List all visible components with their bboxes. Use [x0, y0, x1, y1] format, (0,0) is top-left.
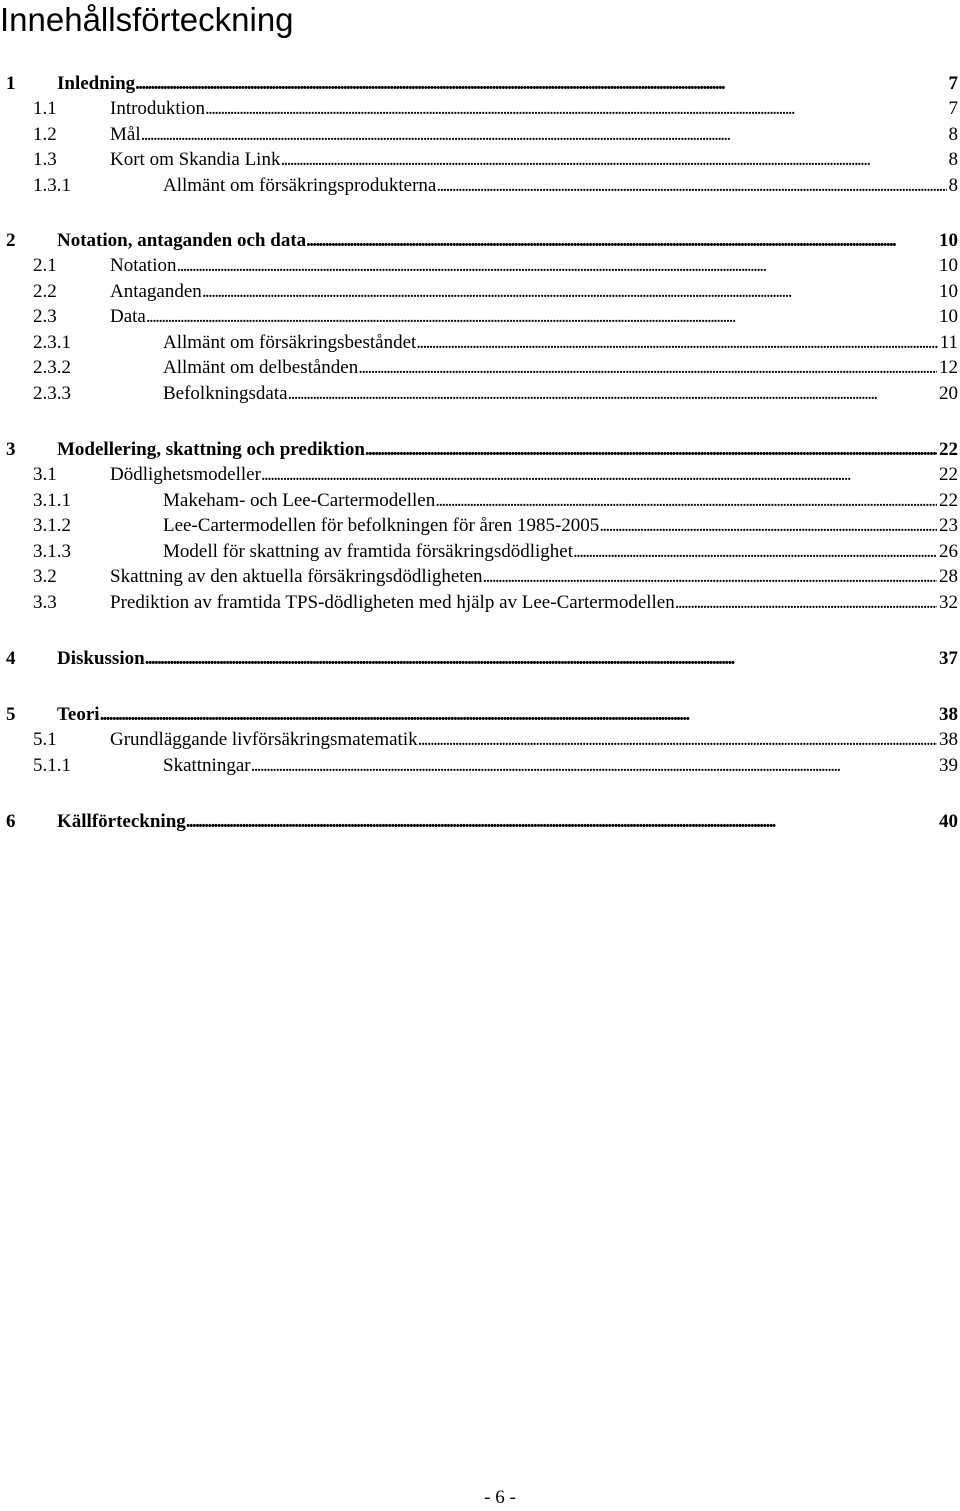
- toc-entry[interactable]: [0, 71, 958, 97]
- toc-entry-title: Allmänt om försäkringsprodukterna: [163, 175, 437, 196]
- toc-dot-leader: [145, 646, 937, 672]
- toc-entry-page: 11: [939, 332, 958, 353]
- toc-entry-number: 2.3.3: [33, 383, 71, 404]
- toc-entry-page: 12: [939, 357, 958, 378]
- toc-dot-leader: [288, 381, 937, 407]
- toc-entry[interactable]: [0, 381, 958, 407]
- toc-dot-leader: [135, 71, 946, 97]
- toc-entry-number: 3.2: [33, 566, 57, 587]
- toc-entry-number: 2.2: [33, 281, 57, 302]
- toc-entry[interactable]: [0, 96, 958, 122]
- toc-entry-page: 23: [939, 515, 958, 536]
- toc-entry-number: 2.3.2: [33, 357, 71, 378]
- toc-entry[interactable]: [0, 304, 958, 330]
- toc-dot-leader: [418, 727, 937, 753]
- toc-entry-title: Inledning: [57, 73, 136, 94]
- toc-entry-page: 8: [948, 175, 958, 196]
- toc-entry-number: 3.1.2: [33, 515, 71, 536]
- toc-entry-page: 37: [939, 648, 958, 669]
- toc-entry[interactable]: [0, 753, 958, 779]
- toc-entry-title: Skattning av den aktuella försäkringsdödligheten: [110, 566, 483, 587]
- toc-entry[interactable]: [0, 513, 958, 539]
- toc-entry[interactable]: [0, 702, 958, 728]
- toc-entry[interactable]: [0, 437, 958, 463]
- page-title: Innehållsförteckning: [0, 1, 294, 38]
- toc-dot-leader: [186, 809, 937, 835]
- toc-entry-page: 7: [948, 98, 958, 119]
- toc-entry-number: 5.1.1: [33, 755, 71, 776]
- toc-entry-page: 40: [939, 811, 958, 832]
- toc-dot-leader: [306, 228, 937, 254]
- toc-entry-page: 10: [939, 306, 958, 327]
- toc-entry-title: Introduktion: [110, 98, 205, 119]
- toc-entry-page: 10: [939, 281, 958, 302]
- toc-entry[interactable]: [0, 173, 958, 199]
- toc-entry-title: Allmänt om försäkringsbeståndet: [163, 332, 417, 353]
- toc-entry-page: 38: [939, 729, 958, 750]
- toc-entry[interactable]: [0, 330, 958, 356]
- toc-entry-title: Teori: [57, 704, 100, 725]
- toc-entry-title: Grundläggande livförsäkringsmatematik: [110, 729, 418, 750]
- toc-entry-title: Prediktion av framtida TPS-dödligheten med hjälp av Lee-Cartermodellen: [110, 592, 675, 613]
- toc-dot-leader: [177, 253, 938, 279]
- toc-entry-number: 3.1.1: [33, 490, 71, 511]
- toc-dot-leader: [358, 355, 937, 381]
- toc-entry[interactable]: [0, 564, 958, 590]
- toc-dot-leader: [205, 96, 947, 122]
- toc-entry[interactable]: [0, 253, 958, 279]
- toc-entry-title: Modell för skattning av framtida försäkringsdödlighet: [163, 541, 573, 562]
- toc-entry-title: Mål: [110, 124, 141, 145]
- toc-entry[interactable]: [0, 462, 958, 488]
- toc-entry-number: 1: [6, 73, 16, 94]
- toc-dot-leader: [141, 122, 947, 148]
- toc-entry-number: 3.3: [33, 592, 57, 613]
- toc-dot-leader: [675, 590, 937, 616]
- toc-entry-number: 3.1.3: [33, 541, 71, 562]
- toc-dot-leader: [251, 753, 937, 779]
- toc-entry-number: 2.3: [33, 306, 57, 327]
- toc-dot-leader: [146, 304, 937, 330]
- toc-entry[interactable]: [0, 122, 958, 148]
- toc-entry-number: 5.1: [33, 729, 57, 750]
- toc-dot-leader: [100, 702, 937, 728]
- toc-entry[interactable]: [0, 727, 958, 753]
- toc-entry-title: Notation: [110, 255, 177, 276]
- toc-entry-title: Befolkningsdata: [163, 383, 288, 404]
- toc-entry[interactable]: [0, 488, 958, 514]
- toc-entry[interactable]: [0, 147, 958, 173]
- toc-dot-leader: [202, 279, 937, 305]
- toc-entry-page: 22: [939, 490, 958, 511]
- toc-entry-number: 2.3.1: [33, 332, 71, 353]
- toc-entry-title: Allmänt om delbestånden: [163, 357, 359, 378]
- toc-entry-title: Modellering, skattning och prediktion: [57, 439, 365, 460]
- toc-entry-number: 3: [6, 439, 16, 460]
- toc-dot-leader: [436, 173, 946, 199]
- toc-entry[interactable]: [0, 590, 958, 616]
- toc-entry-page: 8: [948, 149, 958, 170]
- toc-dot-leader: [416, 330, 937, 356]
- toc-entry-number: 1.1: [33, 98, 57, 119]
- toc-entry-page: 10: [939, 230, 958, 251]
- toc-entry[interactable]: [0, 539, 958, 565]
- toc-dot-leader: [599, 513, 937, 539]
- toc-entry-number: 4: [6, 648, 16, 669]
- toc-entry-number: 2: [6, 230, 16, 251]
- toc-entry-page: 32: [939, 592, 958, 613]
- toc-entry[interactable]: [0, 646, 958, 672]
- toc-entry-number: 2.1: [33, 255, 57, 276]
- toc-entry-page: 10: [939, 255, 958, 276]
- toc-entry-title: Dödlighetsmodeller: [110, 464, 261, 485]
- toc-entry-number: 5: [6, 704, 16, 725]
- toc-entry[interactable]: [0, 279, 958, 305]
- toc-dot-leader: [261, 462, 937, 488]
- toc-entry-page: 26: [939, 541, 958, 562]
- page-number: - 6 -: [484, 1487, 516, 1508]
- toc-entry-page: 22: [939, 439, 958, 460]
- toc-entry-title: Diskussion: [57, 648, 145, 669]
- toc-entry-page: 38: [939, 704, 958, 725]
- toc-entry-page: 28: [939, 566, 958, 587]
- toc-entry[interactable]: [0, 355, 958, 381]
- toc-entry-page: 7: [948, 73, 958, 94]
- toc-entry-title: Kort om Skandia Link: [110, 149, 281, 170]
- toc-entry-number: 6: [6, 811, 16, 832]
- toc-dot-leader: [435, 488, 937, 514]
- toc-entry-title: Makeham- och Lee-Cartermodellen: [163, 490, 436, 511]
- toc-entry-title: Skattningar: [163, 755, 251, 776]
- toc-entry-title: Källförteckning: [57, 811, 186, 832]
- toc-entry-page: 22: [939, 464, 958, 485]
- toc-entry[interactable]: [0, 228, 958, 254]
- toc-entry-number: 1.3: [33, 149, 57, 170]
- toc-dot-leader: [483, 564, 937, 590]
- toc-entry-page: 20: [939, 383, 958, 404]
- toc-dot-leader: [573, 539, 937, 565]
- toc-entry-number: 1.3.1: [33, 175, 71, 196]
- toc-entry-page: 39: [939, 755, 958, 776]
- toc-entry-number: 3.1: [33, 464, 57, 485]
- toc-entry[interactable]: [0, 809, 958, 835]
- toc-entry-title: Lee-Cartermodellen för befolkningen för åren 1985-2005: [163, 515, 600, 536]
- toc-entry-title: Data: [110, 306, 146, 327]
- toc-dot-leader: [365, 437, 937, 463]
- toc-entry-number: 1.2: [33, 124, 57, 145]
- toc-entry-title: Notation, antaganden och data: [57, 230, 307, 251]
- toc-entry-page: 8: [948, 124, 958, 145]
- toc-dot-leader: [280, 147, 946, 173]
- toc-entry-title: Antaganden: [110, 281, 202, 302]
